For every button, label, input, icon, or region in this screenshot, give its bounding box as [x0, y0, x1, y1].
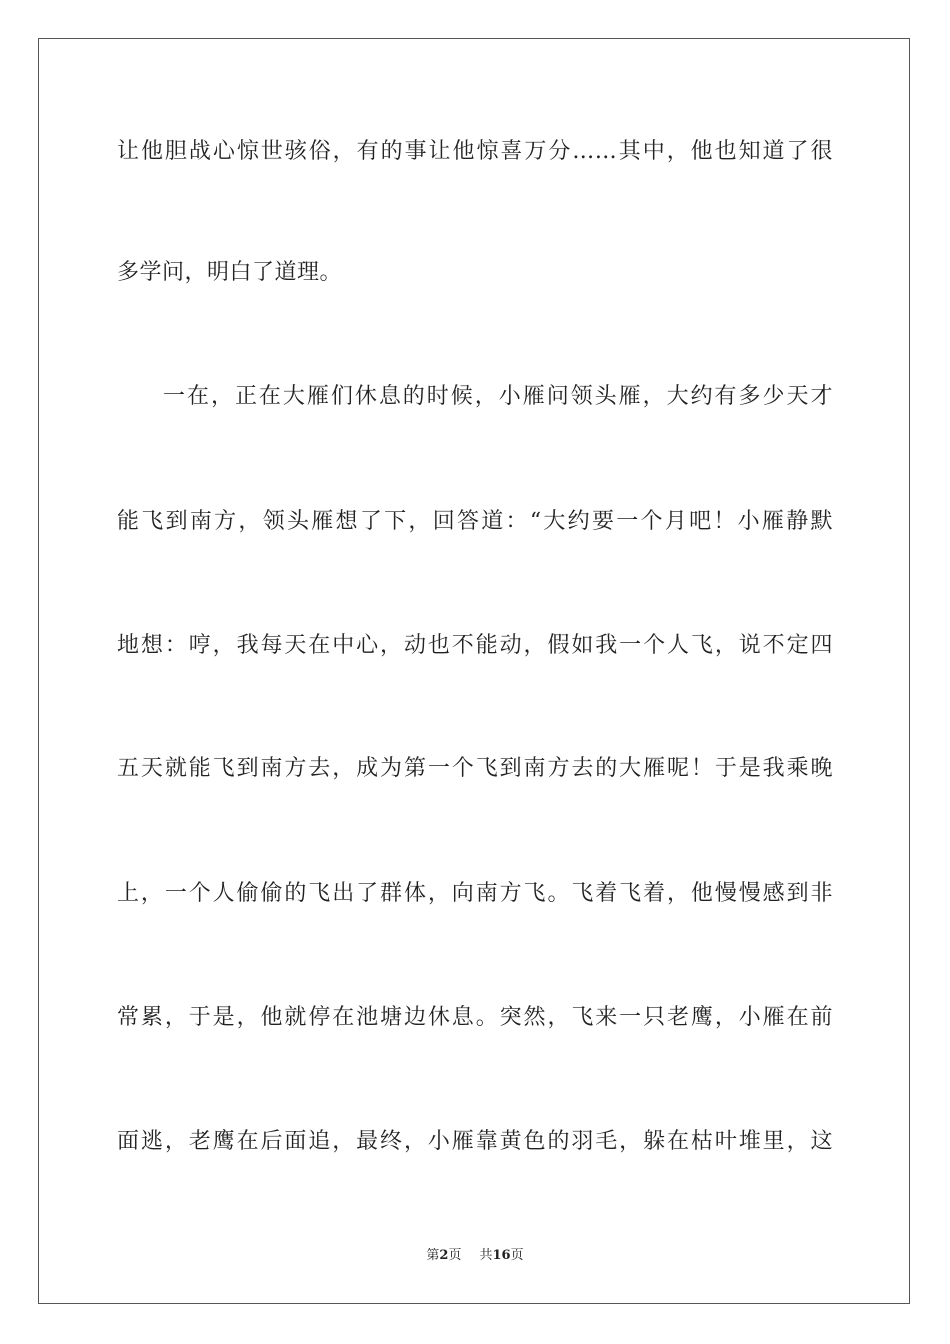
- text-line-8: 常累，于是，他就停在池塘边休息。突然，飞来一只老鹰，小雁在前: [117, 1005, 833, 1030]
- text-line-6: 五天就能飞到南方去，成为第一个飞到南方去的大雁呢！于是我乘晚: [117, 756, 833, 781]
- page-number: 2: [439, 1248, 449, 1263]
- text-line-5: 地想：哼，我每天在中心，动也不能动，假如我一个人飞，说不定四: [117, 633, 833, 658]
- paragraph-first-line: 一在，正在大雁们休息的时候，小雁问领头雁，大约有多少天才: [163, 384, 833, 409]
- total-prefix: 共: [479, 1248, 493, 1263]
- total-suffix: 页: [510, 1248, 524, 1263]
- text-line-9: 面逃，老鹰在后面追，最终，小雁靠黄色的羽毛，躲在枯叶堆里，这: [117, 1129, 833, 1154]
- page-suffix: 页: [448, 1248, 462, 1263]
- text-line-2: 多学问，明白了道理。: [117, 260, 343, 285]
- text-line-1: 让他胆战心惊世骇俗，有的事让他惊喜万分……其中，他也知道了很: [117, 139, 833, 164]
- page-footer: [0, 1247, 950, 1265]
- text-line-4: 能飞到南方，领头雁想了下，回答道：“大约要一个月吧！小雁静默: [117, 509, 833, 534]
- page-prefix: 第: [426, 1248, 440, 1263]
- text-line-7: 上，一个人偷偷的飞出了群体，向南方飞。飞着飞着，他慢慢感到非: [117, 881, 833, 906]
- page-border: [38, 38, 910, 1304]
- total-pages: 16: [492, 1248, 511, 1263]
